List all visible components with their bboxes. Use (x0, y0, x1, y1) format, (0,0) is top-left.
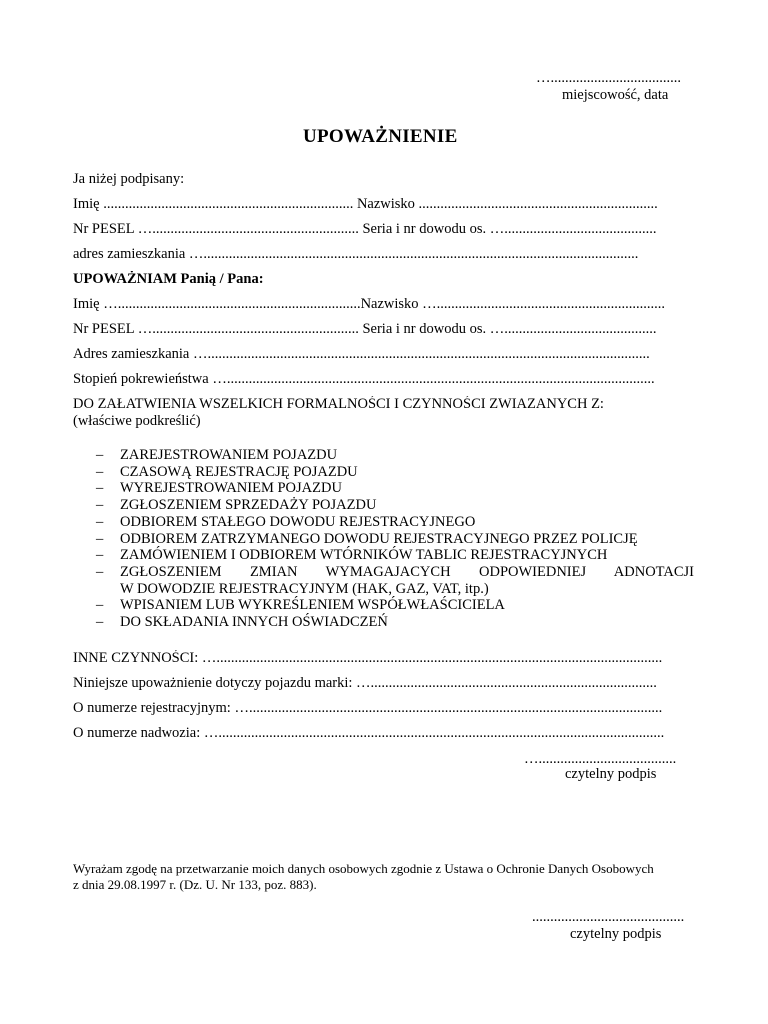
page-title: UPOWAŻNIENIE (303, 126, 458, 147)
grantor-intro: Ja niżej podpisany: (73, 171, 185, 187)
dash-bullet: – (96, 447, 104, 463)
consent-line-1: Wyrażam zgodę na przetwarzanie moich danych osobowych zgodnie z Ustawa o Ochronie Danych Osobowych (73, 861, 654, 876)
dash-bullet: – (96, 614, 104, 631)
list-item (96, 497, 694, 514)
list-item-text: WYREJESTROWANIEM POJAZDU (120, 480, 342, 497)
dash-bullet: – (96, 563, 104, 580)
list-item (96, 531, 694, 548)
dash-bullet: – (96, 530, 104, 547)
list-item-continuation (96, 581, 694, 598)
grantee-pesel-line: Nr PESEL …......................................................... Seria i nr dowodu os. ….......................................... (73, 321, 657, 337)
list-item-text: ZGŁOSZENIEM ZMIAN WYMAGAJACYCH ODPOWIEDNIEJ ADNOTACJI (120, 563, 694, 580)
list-item (96, 514, 694, 531)
list-item (96, 564, 694, 581)
dash-bullet: – (96, 497, 104, 514)
list-item-text: W DOWODZIE REJESTRACYJNYM (HAK, GAZ, VAT, itp.) (120, 580, 489, 597)
list-item-text: WPISANIEM LUB WYKREŚLENIEM WSPÓŁWŁAŚCICIELA (120, 597, 505, 614)
scope-heading: DO ZAŁATWIENIA WSZELKICH FORMALNOŚCI I CZYNNOŚCI ZWIAZANYCH Z: (73, 396, 604, 412)
list-item (96, 547, 694, 564)
list-item (96, 480, 694, 497)
signature-dots: …...................................... (524, 751, 677, 767)
grantee-address-line: Adres zamieszkania ….......................................................................................................................... (73, 346, 650, 362)
consent-signature-label: czytelny podpis (570, 926, 662, 942)
list-item-text: DO SKŁADANIA INNYCH OŚWIADCZEŃ (120, 614, 388, 631)
signature-label: czytelny podpis (565, 766, 657, 782)
list-item (96, 597, 694, 614)
grantee-name-line: Imię …...................................................................Nazwisko …............................................................... (73, 296, 666, 312)
dash-bullet: – (96, 480, 104, 497)
grantor-name-line: Imię ..................................................................... Nazwisko .................................................................. (73, 196, 658, 212)
consent-signature-dots: .......................................... (532, 909, 685, 925)
grantee-heading: UPOWAŻNIAM Panią / Pana: (73, 271, 264, 287)
other-activities-line: INNE CZYNNOŚCI: …........................................................................................................................... (73, 650, 663, 666)
registration-number-line: O numerze rejestracyjnym: ….................................................................................................................. (73, 700, 663, 716)
scope-list (96, 447, 694, 631)
dash-bullet: – (96, 547, 104, 564)
consent-line-2: z dnia 29.08.1997 r. (Dz. U. Nr 133, poz. 883). (73, 877, 317, 892)
dash-spacer (96, 581, 120, 598)
list-item-text: ZAMÓWIENIEM I ODBIOREM WTÓRNIKÓW TABLIC REJESTRACYJNYCH (120, 547, 608, 564)
dash-bullet: – (96, 463, 104, 480)
list-item (96, 614, 694, 631)
list-item-text: ZGŁOSZENIEM SPRZEDAŻY POJAZDU (120, 497, 377, 514)
grantor-address-line: adres zamieszkania …........................................................................................................................ (73, 246, 639, 262)
vin-line: O numerze nadwozia: …........................................................................................................................... (73, 725, 665, 741)
grantor-pesel-line: Nr PESEL …......................................................... Seria i nr dowodu os. ….......................................... (73, 221, 657, 237)
list-item (96, 464, 694, 481)
dash-bullet: – (96, 597, 104, 614)
list-item-text: ODBIOREM STAŁEGO DOWODU REJESTRACYJNEGO (120, 513, 476, 530)
list-item-text: CZASOWĄ REJESTRACJĘ POJAZDU (120, 463, 358, 480)
vehicle-make-line: Niniejsze upoważnienie dotyczy pojazdu marki: …............................................................................... (73, 675, 657, 691)
dash-bullet: – (96, 513, 104, 530)
list-item (96, 447, 694, 464)
list-item-text: ODBIOREM ZATRZYMANEGO DOWODU REJESTRACYJNEGO PRZEZ POLICJĘ (120, 530, 638, 547)
list-item-text: ZAREJESTROWANIEM POJAZDU (120, 447, 338, 463)
place-date-dots: ….................................... (536, 70, 681, 86)
place-date-label: miejscowość, data (562, 87, 669, 103)
grantee-relation-line: Stopień pokrewieństwa …...................................................................................................................... (73, 371, 655, 387)
scope-note: (właściwe podkreślić) (73, 413, 201, 429)
